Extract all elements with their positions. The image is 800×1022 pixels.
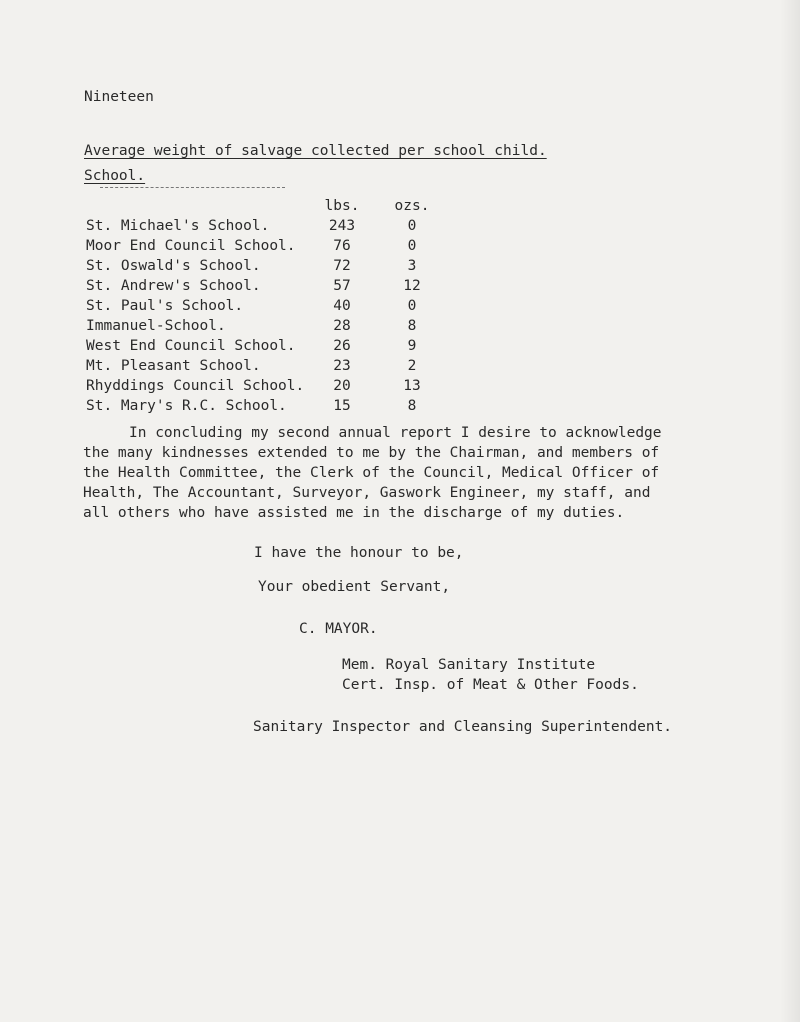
school-name: St. Andrew's School. (86, 278, 261, 294)
table-row (86, 396, 446, 416)
lbs-column-header: lbs. (324, 198, 360, 214)
table-row (86, 356, 446, 376)
table-row (86, 216, 446, 236)
ozs-value: 0 (407, 238, 417, 254)
table-row (86, 276, 446, 296)
lbs-value: 243 (328, 218, 356, 234)
table-row (86, 236, 446, 256)
page-edge-shadow (780, 0, 800, 1022)
paragraph-line: the many kindnesses extended to me by the Chairman, and members of (83, 445, 660, 461)
ozs-value: 12 (403, 278, 421, 294)
school-name: Rhyddings Council School. (86, 378, 305, 394)
ozs-value: 8 (407, 318, 417, 334)
signoff-obedient: Your obedient Servant, (258, 579, 451, 595)
ozs-value: 2 (407, 358, 417, 374)
table-row (86, 316, 446, 336)
lbs-value: 23 (333, 358, 351, 374)
school-name: Mt. Pleasant School. (86, 358, 261, 374)
lbs-value: 26 (333, 338, 351, 354)
school-name: West End Council School. (86, 338, 296, 354)
lbs-value: 28 (333, 318, 351, 334)
school-column-header: School. (84, 168, 146, 184)
signoff-qualification-2: Cert. Insp. of Meat & Other Foods. (342, 677, 639, 693)
closing-paragraph (83, 423, 773, 523)
signoff-qualification-1: Mem. Royal Sanitary Institute (342, 657, 596, 673)
table-row (86, 376, 446, 396)
ozs-value: 0 (407, 218, 417, 234)
lbs-value: 20 (333, 378, 351, 394)
ozs-value: 8 (407, 398, 417, 414)
lbs-value: 76 (333, 238, 351, 254)
lbs-value: 72 (333, 258, 351, 274)
paragraph-line: Health, The Accountant, Surveyor, Gaswork Engineer, my staff, and (83, 485, 651, 501)
school-name: Immanuel-School. (86, 318, 226, 334)
lbs-value: 57 (333, 278, 351, 294)
ozs-column-header: ozs. (394, 198, 430, 214)
signoff-honour: I have the honour to be, (254, 545, 464, 561)
ozs-value: 3 (407, 258, 417, 274)
signoff-name: C. MAYOR. (299, 621, 378, 637)
table-header-row (86, 196, 446, 216)
ozs-value: 13 (403, 378, 421, 394)
table-row (86, 256, 446, 276)
signoff-title: Sanitary Inspector and Cleansing Superintendent. (253, 719, 673, 735)
school-name: Moor End Council School. (86, 238, 296, 254)
school-name: St. Michael's School. (86, 218, 270, 234)
school-name: St. Mary's R.C. School. (86, 398, 287, 414)
lbs-value: 15 (333, 398, 351, 414)
table-row (86, 296, 446, 316)
ozs-value: 0 (407, 298, 417, 314)
salvage-table (86, 196, 446, 416)
ozs-value: 9 (407, 338, 417, 354)
paragraph-line: In concluding my second annual report I desire to acknowledge (129, 425, 662, 441)
lbs-value: 40 (333, 298, 351, 314)
header-divider (100, 187, 285, 188)
table-row (86, 336, 446, 356)
page-heading: Average weight of salvage collected per school child. (84, 143, 547, 159)
page-label: Nineteen (84, 89, 154, 105)
school-name: St. Paul's School. (86, 298, 244, 314)
paragraph-line: all others who have assisted me in the discharge of my duties. (83, 505, 625, 521)
school-name: St. Oswald's School. (86, 258, 261, 274)
paragraph-line: the Health Committee, the Clerk of the Council, Medical Officer of (83, 465, 660, 481)
